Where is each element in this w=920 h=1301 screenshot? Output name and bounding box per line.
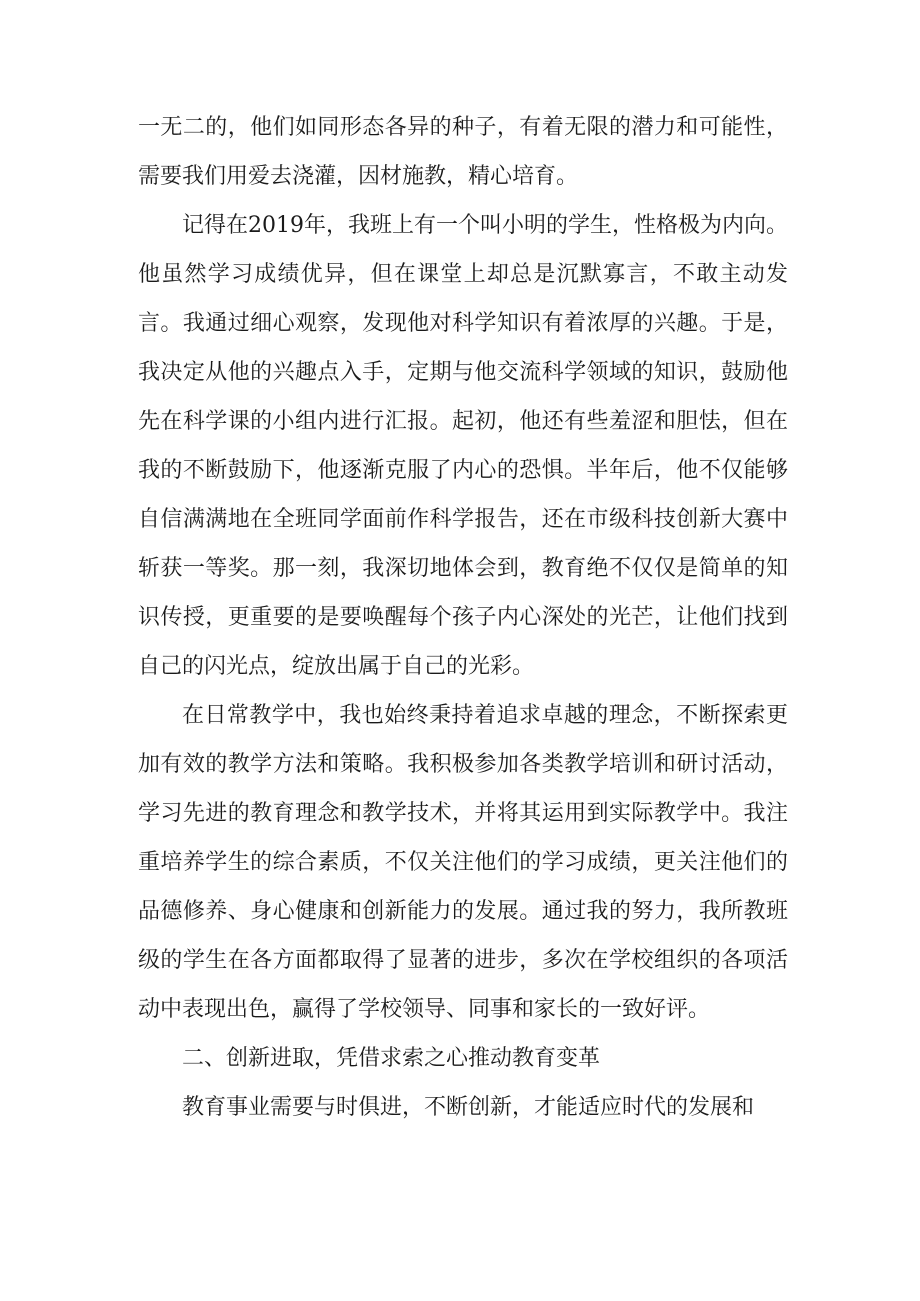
paragraph-continuation: 一无二的，他们如同形态各异的种子，有着无限的潜力和可能性，需要我们用爱去浇灌，因材施教，精心培育。 — [138, 115, 788, 189]
paragraph-innovation: 教育事业需要与时俱进，不断创新，才能适应时代的发展和 — [182, 1095, 755, 1120]
document-body — [138, 103, 788, 1132]
paragraph-student-story: 记得在2019年，我班上有一个叫小明的学生，性格极为内向。他虽然学习成绩优异，但在课堂上却总是沉默寡言，不敢主动发言。我通过细心观察，发现他对科学知识有着浓厚的兴趣。于是，我决定从他的兴趣点入手，定期与他交流科学领域的知识，鼓励他先在科学课的小组内进行汇报。起初，他还有些羞涩和胆怯，但在我的不断鼓励下，他逐渐克服了内心的恐惧。半年后，他不仅能够自信满满地在全班同学面前作科学报告，还在市级科技创新大赛中斩获一等奖。那一刻，我深切地体会到，教育绝不仅仅是简单的知识传授，更重要的是要唤醒每个孩子内心深处的光芒，让他们找到自己的闪光点，绽放出属于自己的光彩。 — [138, 213, 788, 679]
paragraph-daily-teaching: 在日常教学中，我也始终秉持着追求卓越的理念，不断探索更加有效的教学方法和策略。我积极参加各类教学培训和研讨活动，学习先进的教育理念和教学技术，并将其运用到实际教学中。我注重培养学生的综合素质，不仅关注他们的学习成绩，更关注他们的品德修养、身心健康和创新能力的发展。通过我的努力，我所教班级的学生在各方面都取得了显著的进步，多次在学校组织的各项活动中表现出色，赢得了学校领导、同事和家长的一致好评。 — [138, 703, 788, 1022]
section-heading: 二、创新进取，凭借求索之心推动教育变革 — [182, 1046, 601, 1071]
